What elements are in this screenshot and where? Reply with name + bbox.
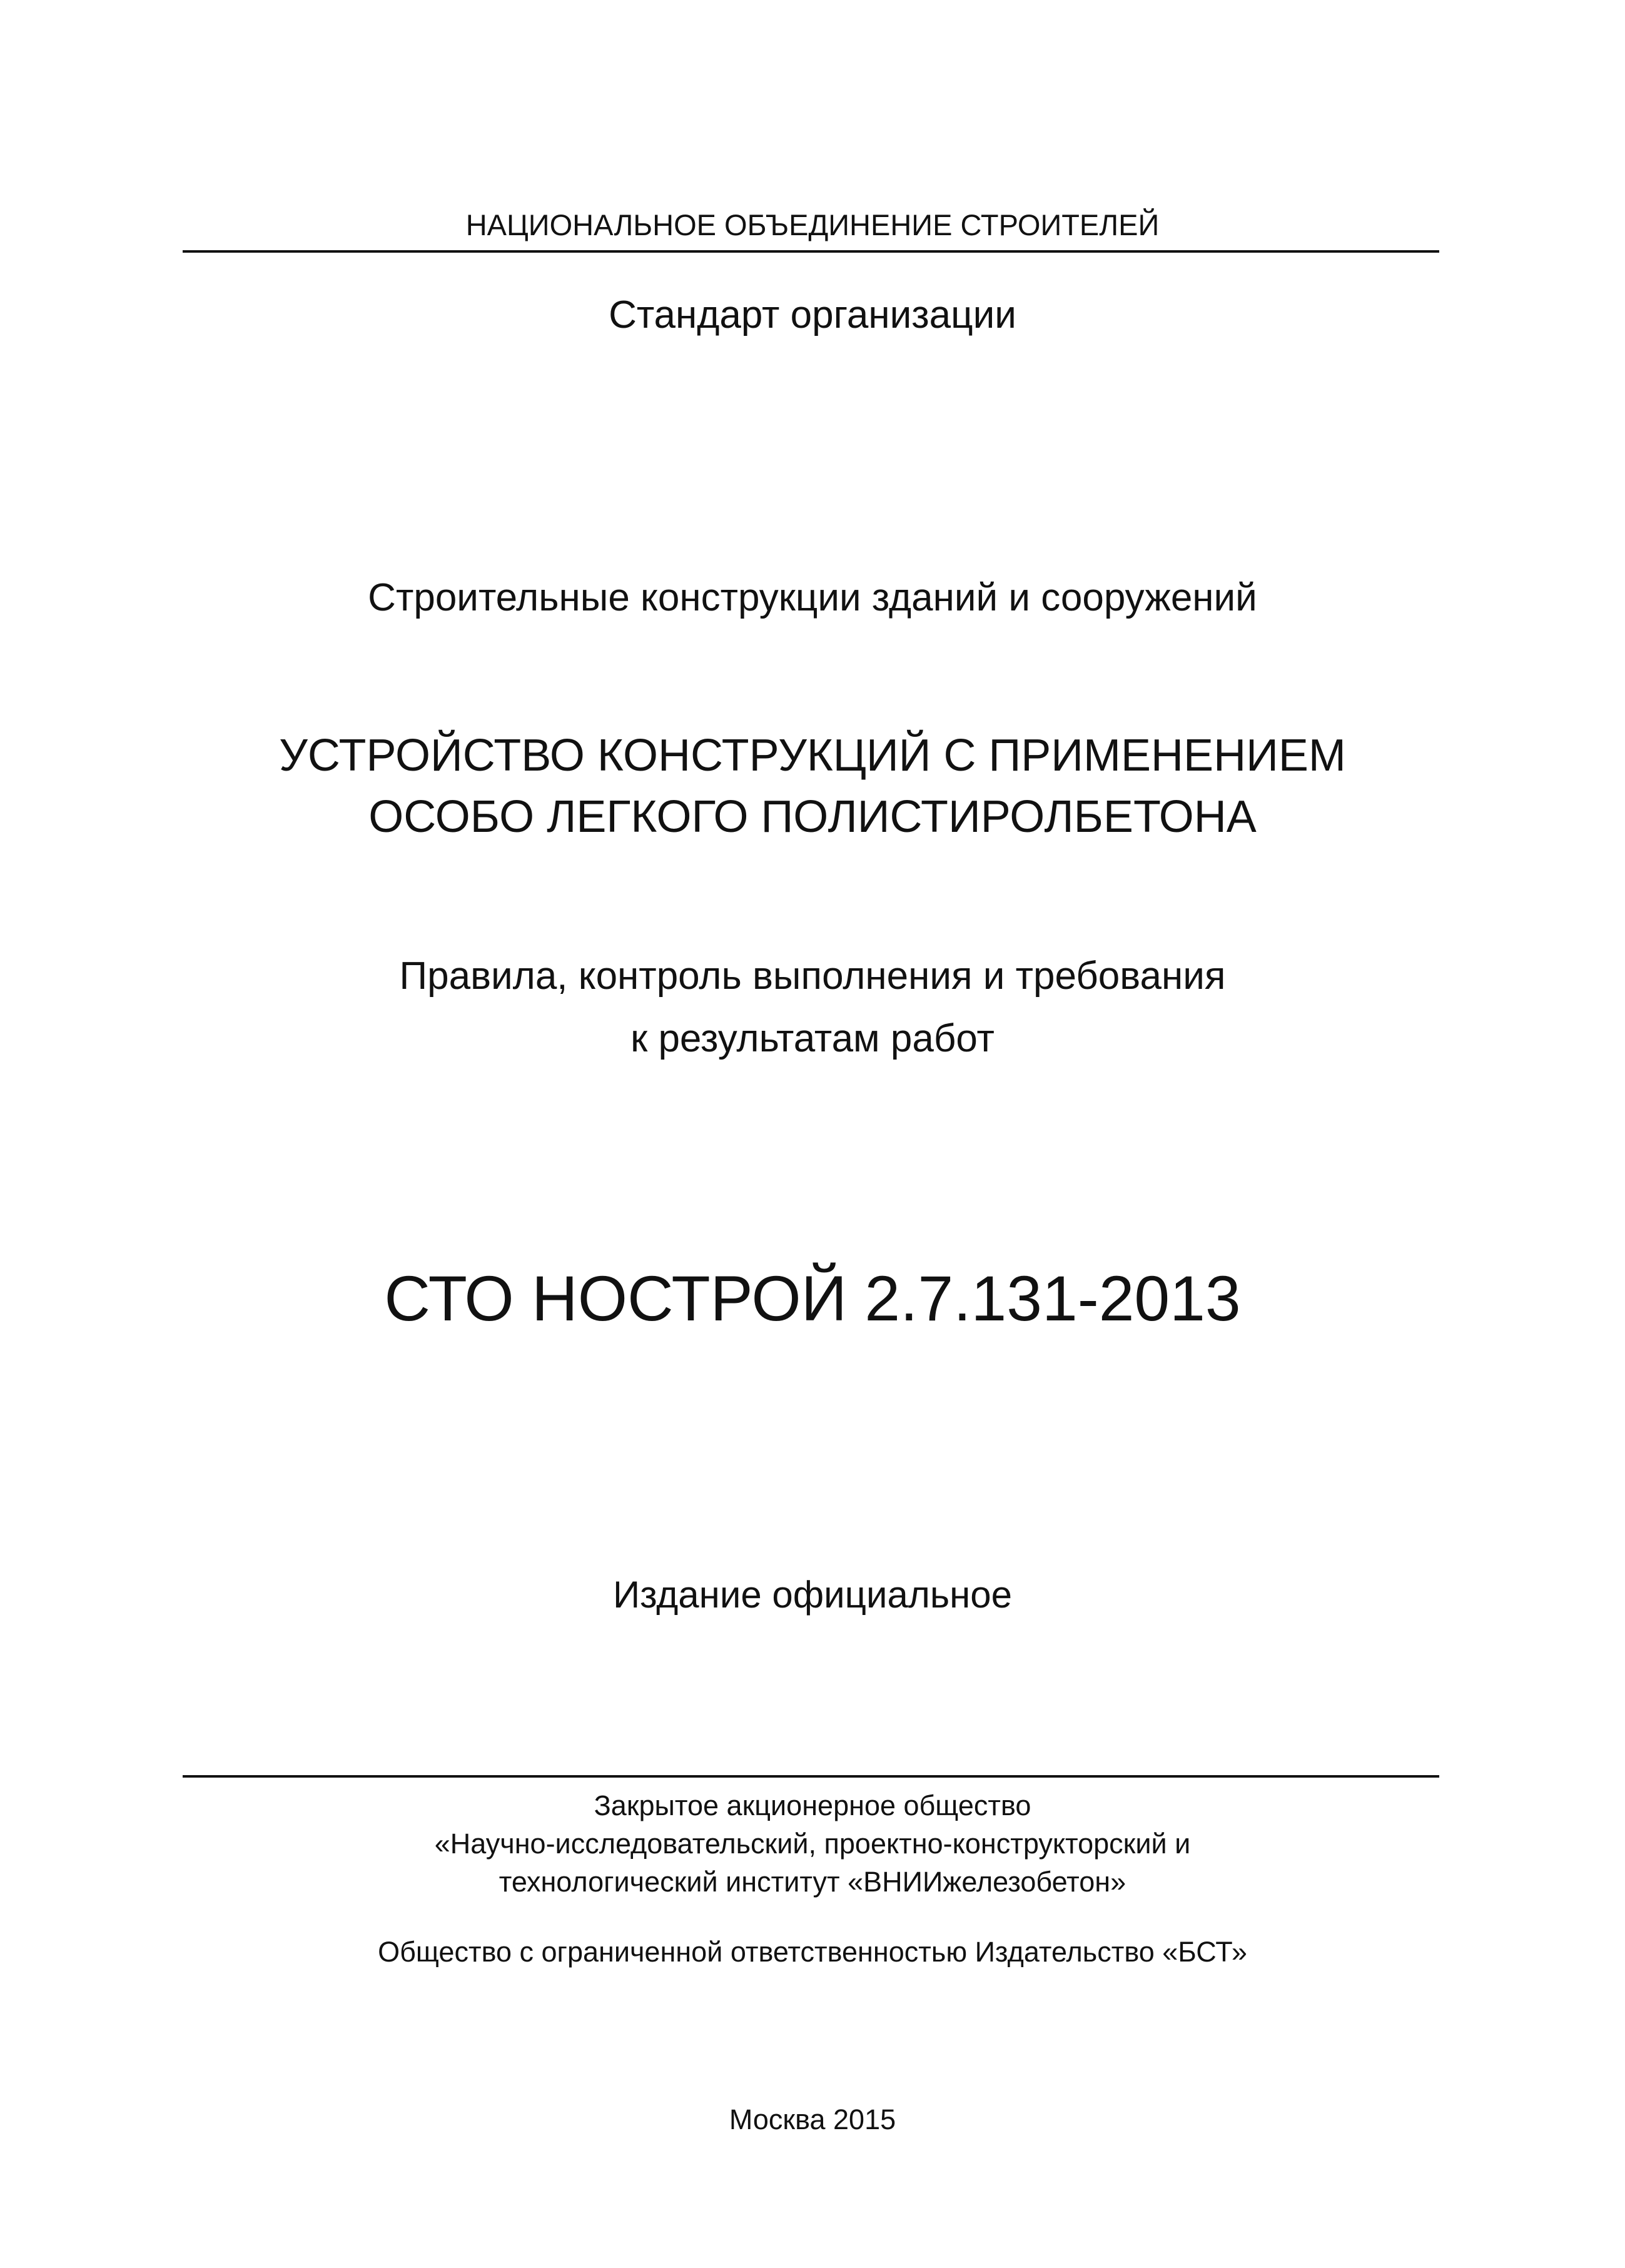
- header-divider: [183, 250, 1439, 253]
- organization-header: НАЦИОНАЛЬНОЕ ОБЪЕДИНЕНИЕ СТРОИТЕЛЕЙ: [465, 208, 1160, 241]
- main-title-line: ОСОБО ЛЕГКОГО ПОЛИСТИРОЛБЕТОНА: [368, 792, 1257, 842]
- standard-designation: СТО НОСТРОЙ 2.7.131-2013: [384, 1263, 1241, 1334]
- subtitle-line: к результатам работ: [630, 1017, 995, 1060]
- place-and-year: Москва 2015: [729, 2103, 896, 2135]
- subtitle-line: Правила, контроль выполнения и требования: [399, 954, 1226, 998]
- publisher-line: «Научно-исследовательский, проектно-конструкторский и: [434, 1828, 1191, 1860]
- section-title: Строительные конструкции зданий и сооружений: [368, 576, 1257, 619]
- footer-divider: [183, 1775, 1439, 1778]
- publisher-line: Закрытое акционерное общество: [594, 1790, 1031, 1821]
- document-kind: Стандарт организации: [609, 293, 1016, 337]
- publisher-line: технологический институт «ВНИИжелезобетон»: [499, 1866, 1126, 1898]
- edition-note: Издание официальное: [612, 1574, 1013, 1616]
- publishing-house: Общество с ограниченной ответственностью Издательство «БСТ»: [378, 1936, 1247, 1968]
- main-title-line: УСТРОЙСТВО КОНСТРУКЦИЙ С ПРИМЕНЕНИЕМ: [279, 731, 1346, 781]
